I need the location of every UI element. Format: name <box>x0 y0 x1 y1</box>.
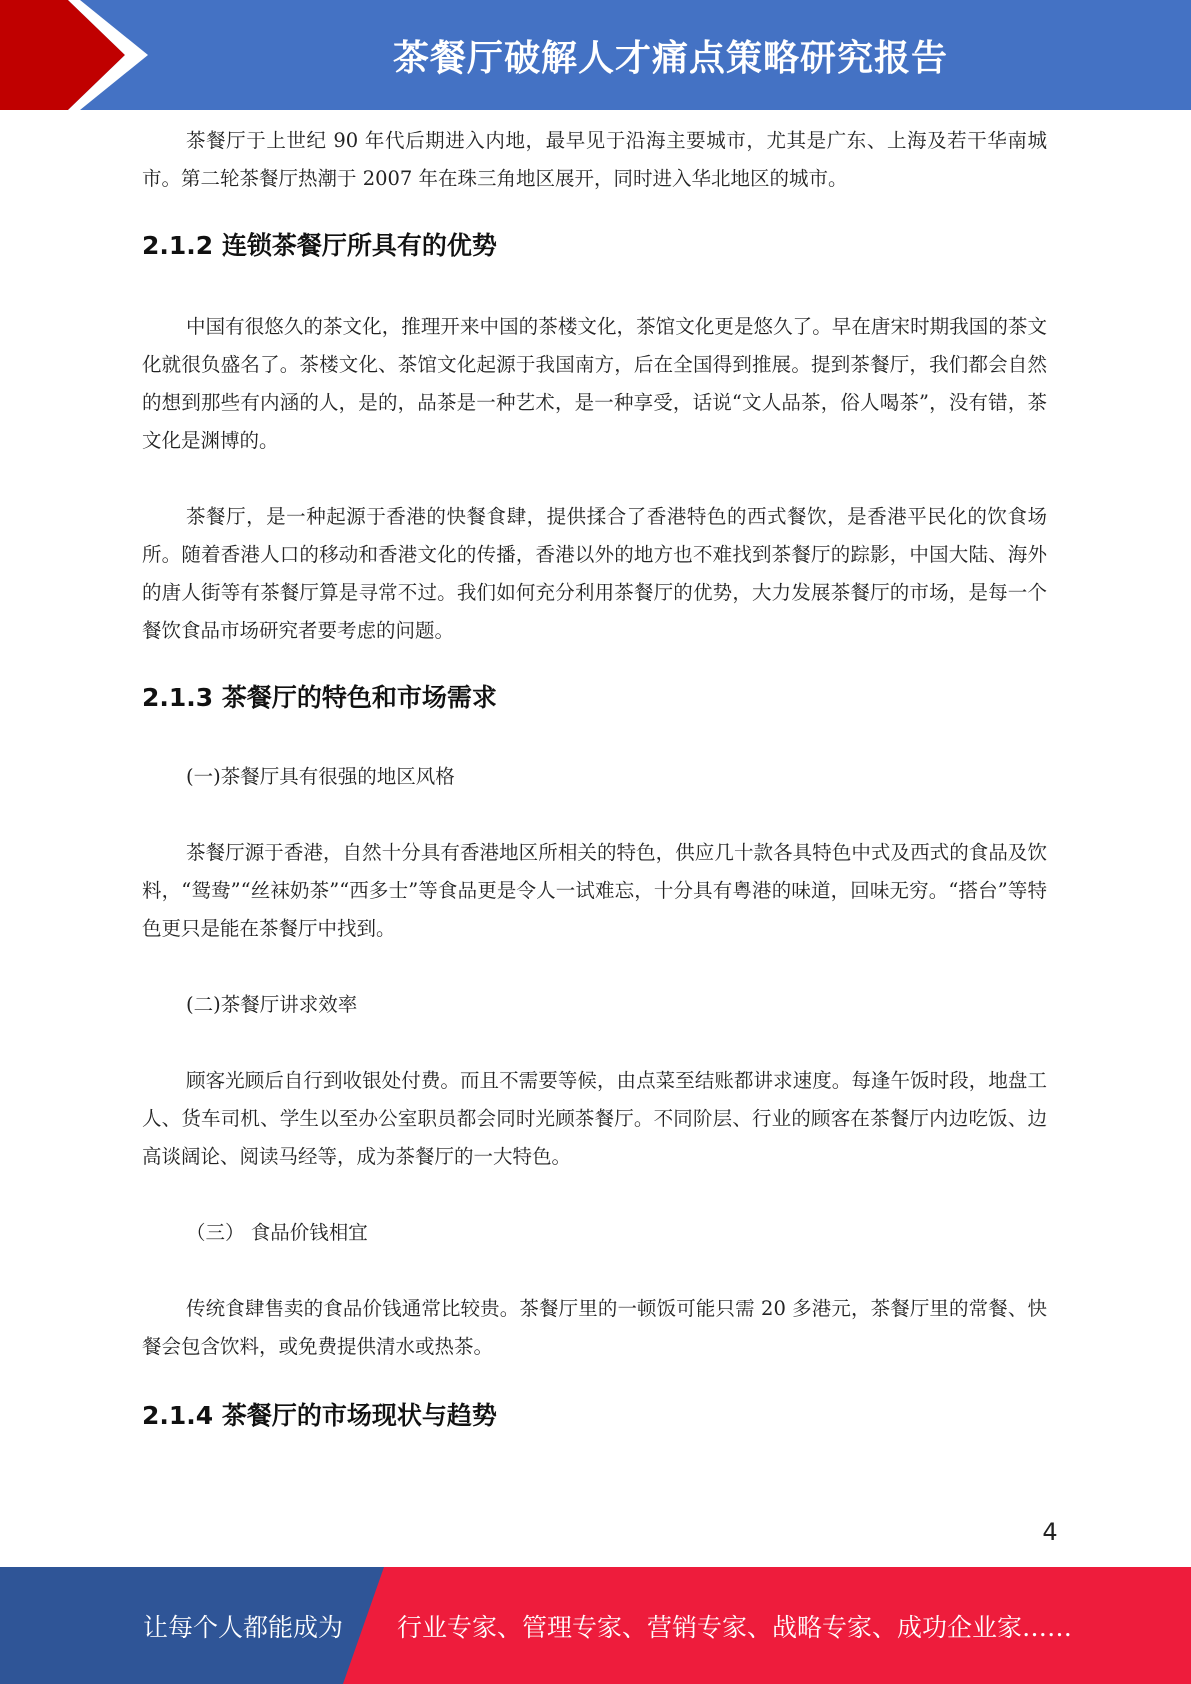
page-number: 4 <box>1042 1518 1058 1546</box>
report-title: 茶餐厅破解人才痛点策略研究报告 <box>392 37 948 79</box>
section-heading-2-1-3: 2.1.3 茶餐厅的特色和市场需求 <box>142 683 497 712</box>
footer-slogan-left: 让每个人都能成为 <box>143 1612 344 1642</box>
paragraph-efficiency: 顾客光顾后自行到收银处付费。而且不需要等候，由点菜至结账都讲求速度。每逢午饭时段，地盘工人、货车司机、学生以至办公室职员都会同时光顾茶餐厅。不同阶层、行业的顾客在茶餐厅内边吃饭、边高谈阔论、阅读马经等，成为茶餐厅的一大特色。 <box>142 1069 1047 1168</box>
document-body <box>142 122 1047 1436</box>
section-heading-2-1-2: 2.1.2 连锁茶餐厅所具有的优势 <box>142 231 497 260</box>
header-arrow-decoration <box>0 0 160 110</box>
subsection-label-1: (一)茶餐厅具有很强的地区风格 <box>186 765 455 788</box>
subsection-label-2: (二)茶餐厅讲求效率 <box>186 993 358 1016</box>
page-footer <box>0 1567 1191 1684</box>
paragraph-pricing: 传统食肆售卖的食品价钱通常比较贵。茶餐厅里的一顿饭可能只需 20 多港元，茶餐厅里的常餐、快餐会包含饮料，或免费提供清水或热茶。 <box>142 1297 1047 1358</box>
intro-paragraph: 茶餐厅于上世纪 90 年代后期进入内地，最早见于沿海主要城市，尤其是广东、上海及若干华南城市。第二轮茶餐厅热潮于 2007 年在珠三角地区展开，同时进入华北地区的城市。 <box>142 129 1047 190</box>
page-header <box>0 0 1191 110</box>
paragraph-regional-style: 茶餐厅源于香港，自然十分具有香港地区所相关的特色，供应几十款各具特色中式及西式的食品及饮料，“鸳鸯”“丝袜奶茶”“西多士”等食品更是令人一试难忘，十分具有粤港的味道，回味无穷。“搭台”等特色更只是能在茶餐厅中找到。 <box>142 841 1047 940</box>
section-heading-2-1-4: 2.1.4 茶餐厅的市场现状与趋势 <box>142 1401 497 1430</box>
footer-slogan-right: 行业专家、管理专家、营销专家、战略专家、成功企业家…… <box>397 1612 1073 1642</box>
paragraph-cha-chaan-teng: 茶餐厅，是一种起源于香港的快餐食肆，提供揉合了香港特色的西式餐饮，是香港平民化的饮食场所。随着香港人口的移动和香港文化的传播，香港以外的地方也不难找到茶餐厅的踪影，中国大陆、海外的唐人街等有茶餐厅算是寻常不过。我们如何充分利用茶餐厅的优势，大力发展茶餐厅的市场，是每一个餐饮食品市场研究者要考虑的问题。 <box>142 505 1047 642</box>
subsection-label-3: （三） 食品价钱相宜 <box>186 1221 368 1244</box>
paragraph-tea-culture: 中国有很悠久的茶文化，推理开来中国的茶楼文化，茶馆文化更是悠久了。早在唐宋时期我国的茶文化就很负盛名了。茶楼文化、茶馆文化起源于我国南方，后在全国得到推展。提到茶餐厅，我们都会自然的想到那些有内涵的人，是的，品茶是一种艺术，是一种享受，话说“文人品茶，俗人喝茶”，没有错，茶文化是渊博的。 <box>142 315 1047 452</box>
